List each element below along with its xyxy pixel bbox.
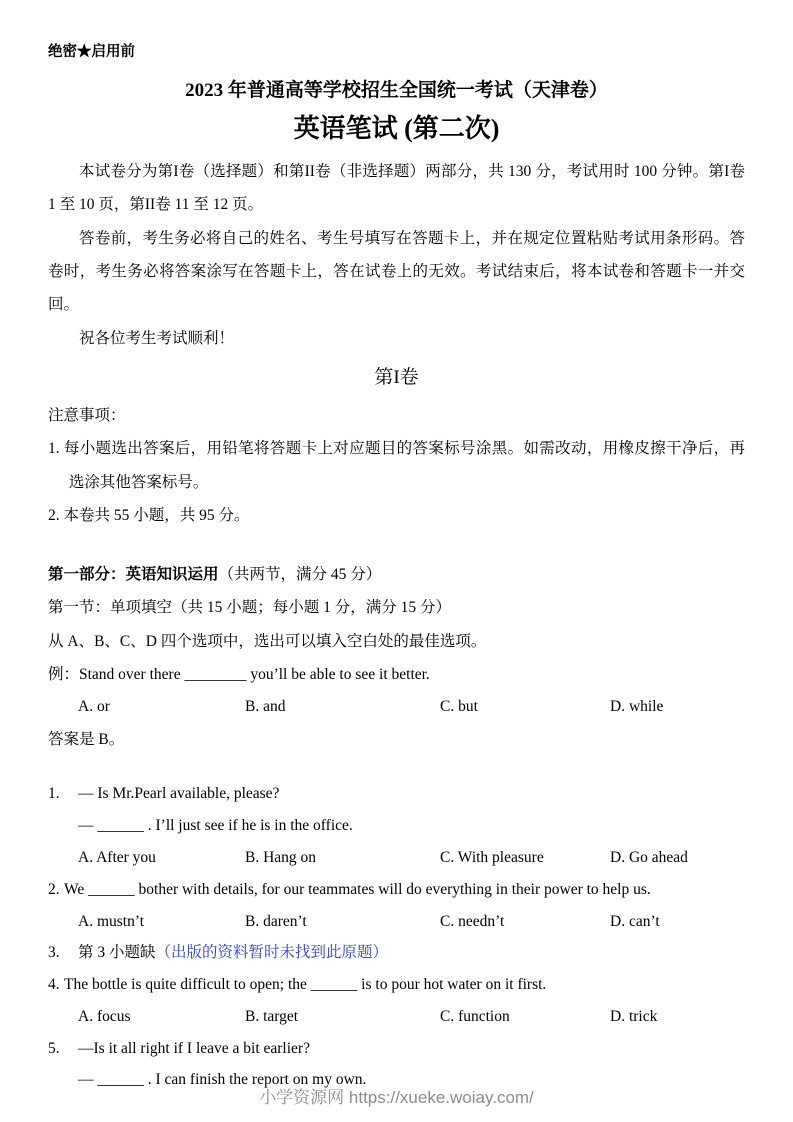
example-option-c: C. but	[440, 698, 478, 716]
part1-heading-bold: 第一部分：英语知识运用	[48, 566, 219, 584]
secrecy-label: 绝密★启用前	[48, 44, 135, 60]
spacer	[48, 756, 745, 776]
question-4	[48, 969, 745, 1033]
question-4-stem-line	[48, 969, 745, 1001]
question-2-option-d: D. can’t	[610, 912, 660, 930]
question-1-text-1: — Is Mr.Pearl available, please?	[78, 785, 280, 803]
question-1	[48, 778, 745, 873]
spacer	[48, 532, 745, 558]
part1-section-line: 第一节：单项填空（共 15 小题；每小题 1 分，满分 15 分）	[48, 599, 452, 617]
question-2-option-b: B. daren’t	[245, 912, 307, 930]
question-4-option-b: B. target	[245, 1007, 299, 1025]
question-1-options-row	[48, 842, 745, 874]
question-1-option-b: B. Hang on	[245, 848, 317, 866]
note-item-1: 1. 每小题选出答案后，用铅笔将答题卡上对应题目的答案标号涂黑。如需改动，用橡皮擦干净后，再选涂其他答案标号。	[48, 440, 745, 491]
question-1-line-2: — ______ . I’ll just see if he is in the office.	[78, 817, 353, 835]
watermark-footer: 小学资源网 https://xueke.woiay.com/	[259, 1088, 534, 1107]
question-3-stem-line	[48, 937, 745, 969]
question-3-missing-note: （出版的资料暂时未找到此原题）	[155, 944, 389, 962]
question-5-text-1: —Is it all right if I leave a bit earlier?	[78, 1039, 310, 1057]
preamble-paragraph-1: 本试卷分为第I卷（选择题）和第II卷（非选择题）两部分，共 130 分，考试用时 100 分钟。第I卷 1 至 10 页，第II卷 11 至 12 页。	[48, 163, 745, 214]
question-1-line-1	[48, 778, 745, 810]
example-option-a: A. or	[78, 698, 110, 716]
question-4-number: 4.	[48, 976, 60, 994]
example-option-b: B. and	[245, 698, 286, 716]
part1-heading-rest: （共两节，满分 45 分）	[218, 566, 382, 584]
question-4-options-row	[48, 1001, 745, 1033]
question-2-options-row	[48, 906, 745, 938]
question-2	[48, 874, 745, 938]
part1-heading	[48, 558, 745, 591]
notes-heading: 注意事项：	[48, 406, 126, 424]
question-2-option-c: C. needn’t	[440, 912, 505, 930]
question-2-text: We ______ bother with details, for our teammates will do everything in their power to help us.	[64, 880, 651, 898]
question-3	[48, 937, 745, 969]
question-1-option-c: C. With pleasure	[440, 848, 544, 866]
paper-title: 英语笔试 (第二次)	[293, 114, 500, 143]
example-answer-line: 答案是 B。	[48, 731, 125, 749]
exam-title: 2023 年普通高等学校招生全国统一考试（天津卷）	[185, 80, 608, 101]
question-2-number: 2.	[48, 880, 60, 898]
question-4-option-c: C. function	[440, 1007, 510, 1025]
question-1-number: 1.	[48, 785, 60, 803]
example-stem: 例：Stand over there ________ you’ll be able to see it better.	[48, 666, 430, 684]
question-5-line-1	[48, 1033, 745, 1065]
question-4-option-a: A. focus	[78, 1007, 131, 1025]
example-option-d: D. while	[610, 698, 664, 716]
question-3-number: 3.	[48, 944, 60, 962]
question-5-line-2: — ______ . I can finish the report on my own.	[78, 1071, 367, 1089]
question-1-option-a: A. After you	[78, 848, 156, 866]
question-5-number: 5.	[48, 1039, 60, 1057]
question-2-option-a: A. mustn’t	[78, 912, 145, 930]
note-item-2: 2. 本卷共 55 小题，共 95 分。	[48, 506, 250, 524]
question-2-stem-line	[48, 874, 745, 906]
preamble-paragraph-2: 答卷前，考生务必将自己的姓名、考生号填写在答题卡上，并在规定位置粘贴考试用条形码。答卷时，考生务必将答案涂写在答题卡上，答在试卷上的无效。考试结束后，将本试卷和答题卡一并交回。	[48, 229, 745, 314]
question-4-text: The bottle is quite difficult to open; the ______ is to pour hot water on it first.	[64, 976, 547, 994]
question-4-option-d: D. trick	[610, 1007, 658, 1025]
question-1-option-d: D. Go ahead	[610, 848, 688, 866]
question-list	[48, 778, 745, 1096]
example-options-row	[48, 691, 745, 723]
preamble-paragraph-3: 祝各位考生考试顺利！	[79, 329, 235, 347]
volume1-title: 第I卷	[374, 366, 419, 388]
part1-instruction: 从 A、B、C、D 四个选项中，选出可以填入空白处的最佳选项。	[48, 632, 487, 650]
question-3-text: 第 3 小题缺	[78, 944, 156, 962]
